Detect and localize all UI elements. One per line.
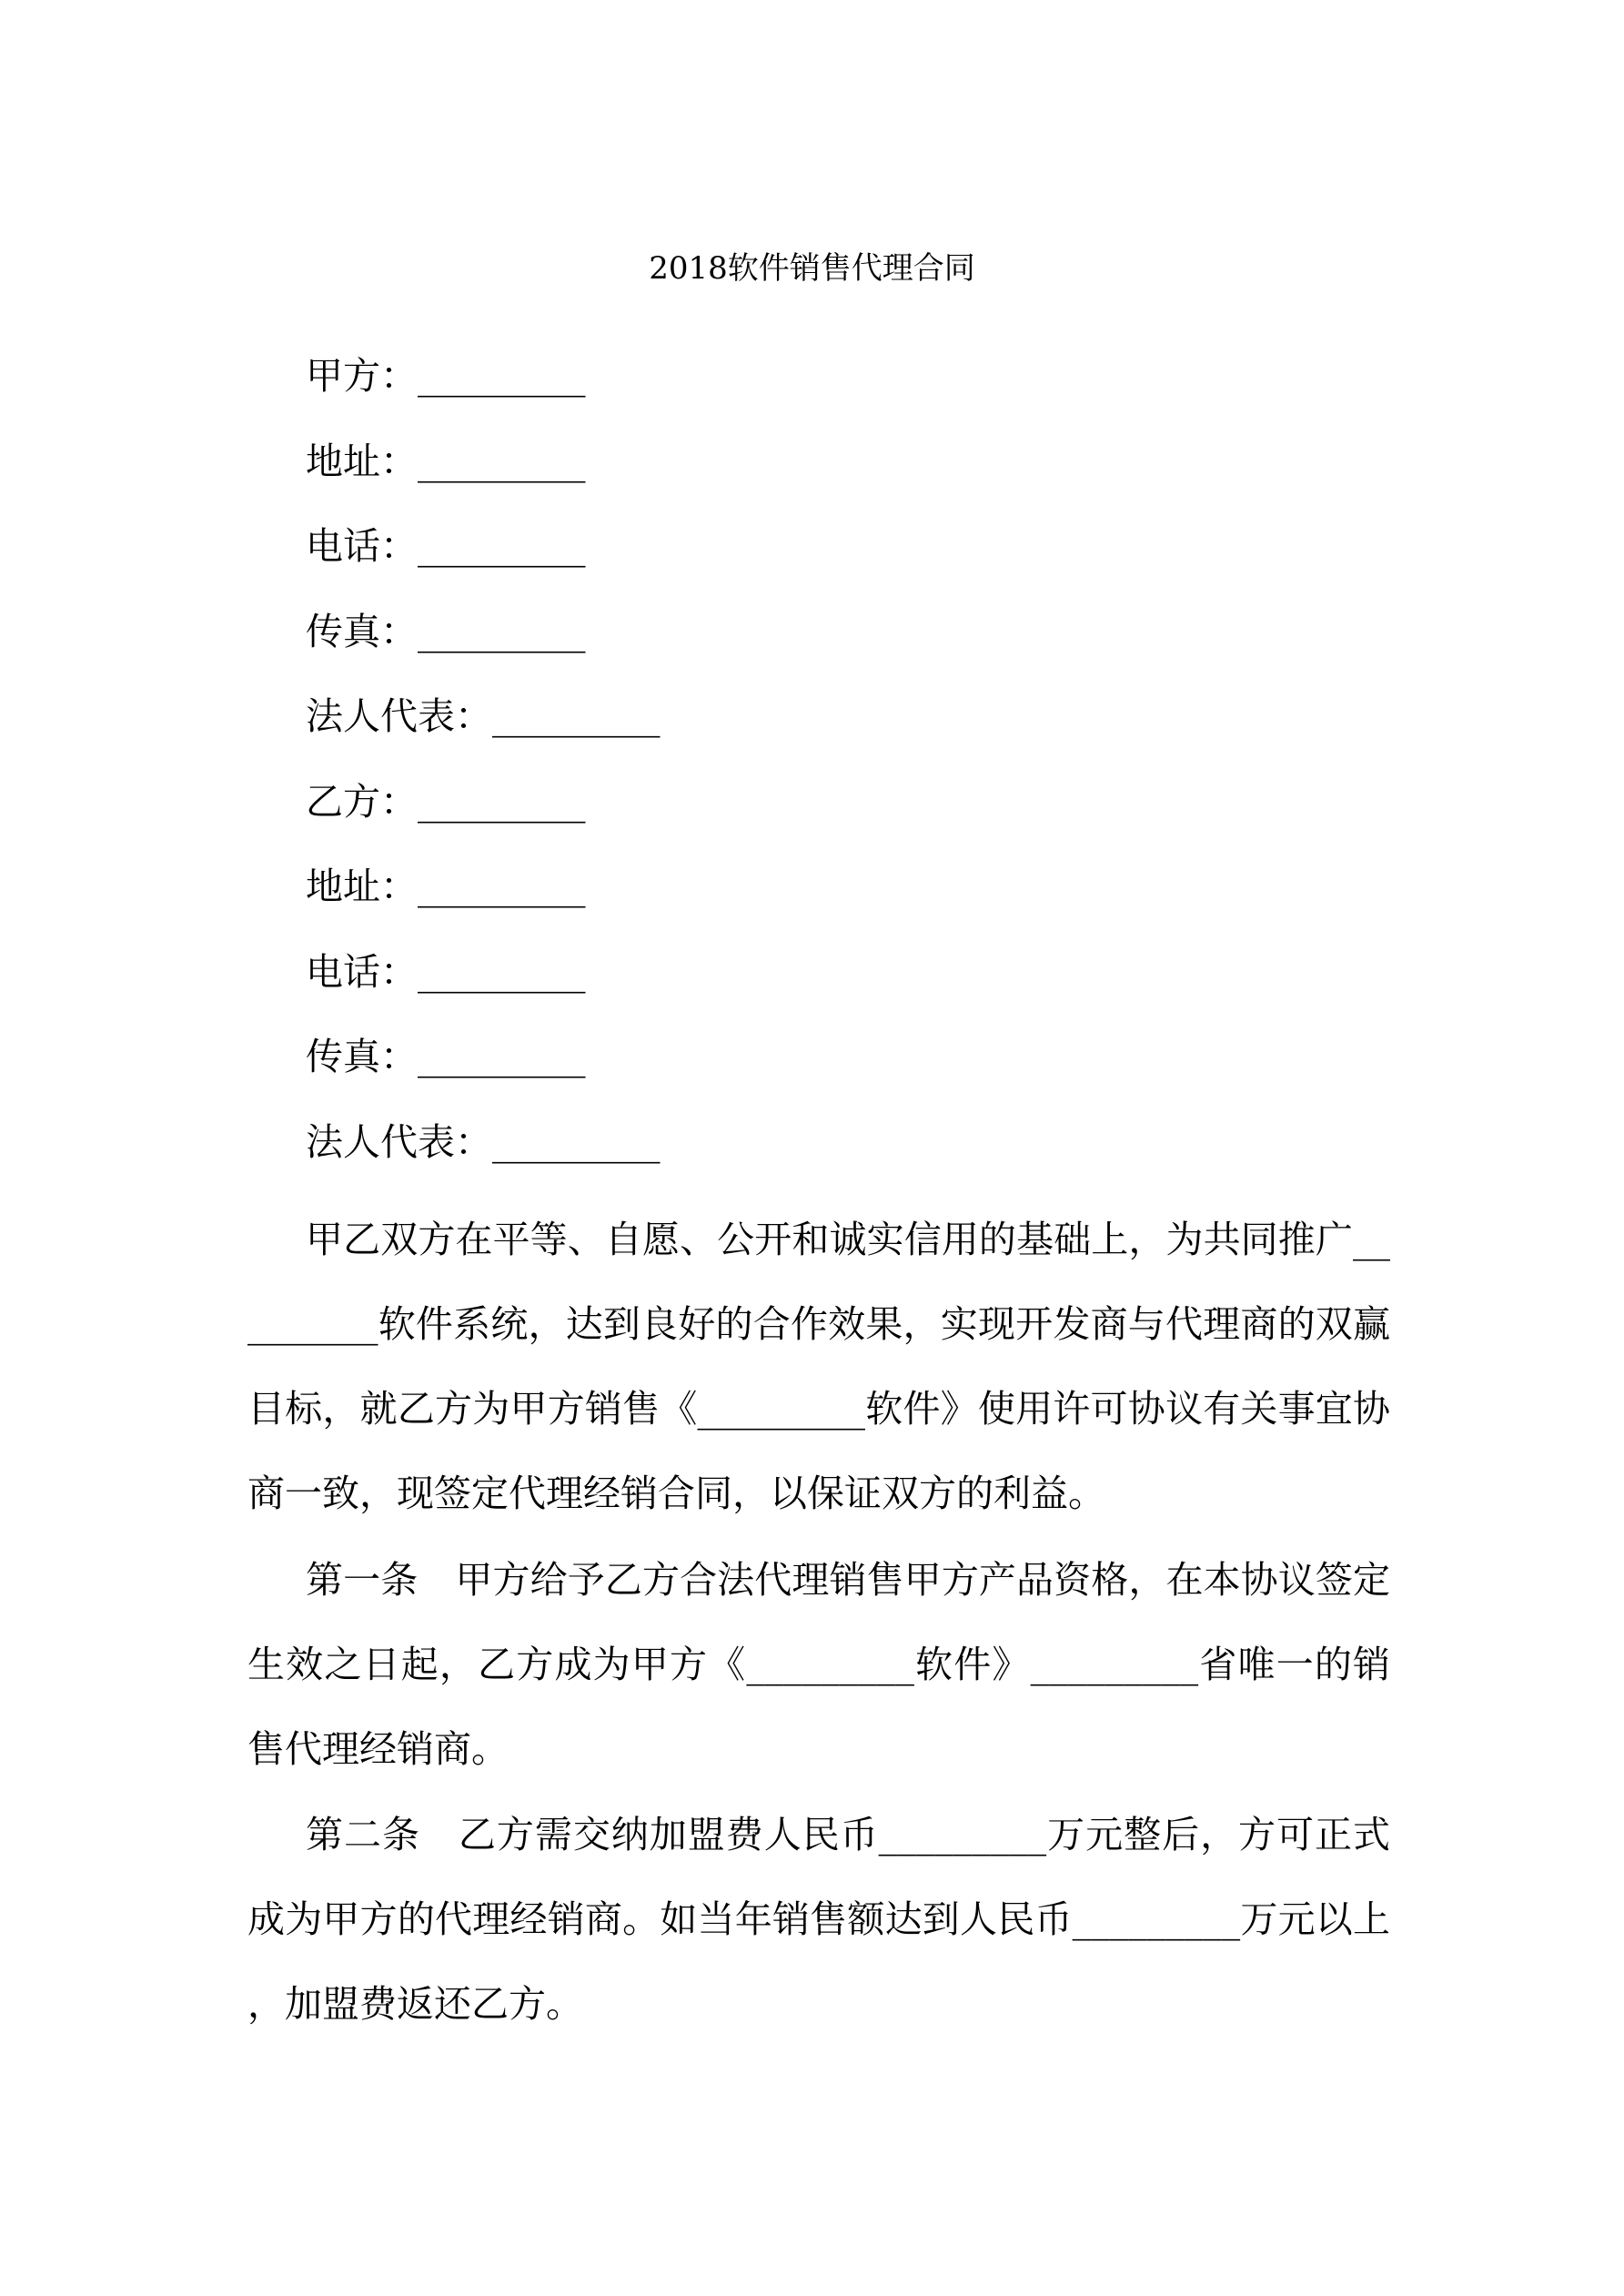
- party-a-phone-field: 电话：_________: [306, 524, 586, 568]
- party-a-legal-rep-field: 法人代表：_________: [306, 694, 661, 738]
- party-field-list: [306, 344, 661, 1195]
- party-b-name-field: 乙方：_________: [306, 779, 586, 824]
- party-a-name-field: 甲方：_________: [306, 354, 586, 398]
- party-a-address-field: 地址：_________: [306, 439, 586, 483]
- party-b-fax-field: 传真：_________: [306, 1035, 586, 1078]
- party-a-fax-field: 传真：_________: [306, 609, 586, 653]
- document-title: 2018软件销售代理合同: [649, 250, 975, 287]
- party-b-legal-rep-field: 法人代表：_________: [306, 1119, 661, 1164]
- party-b-address-field: 地址：_________: [306, 865, 586, 908]
- preamble-paragraph: 甲乙双方在平等、自愿、公开和诚实信用的基础上，为共同推广_________软件系统，达到良好的合作效果，实现开发商与代理商的双赢目标，就乙方为甲方销售《_________软件》使用许可协议有关事宜协商一致，现签定代理经销合同，以保证双方的利益。: [247, 1218, 1390, 1515]
- party-b-phone-field: 电话：_________: [306, 949, 586, 994]
- article-2-paragraph: 第二条 乙方需交纳加盟费人民币_________万元整后，方可正式成为甲方的代理经销商。如当年销售额达到人民币_________万元以上，加盟费返还乙方。: [247, 1813, 1390, 2026]
- article-1-paragraph: 第一条 甲方给予乙方合法代理销售甲方产品资格，在本协议签定生效之日起，乙方成为甲方《_________软件》_________省唯一的销售代理经销商。: [247, 1558, 1390, 1771]
